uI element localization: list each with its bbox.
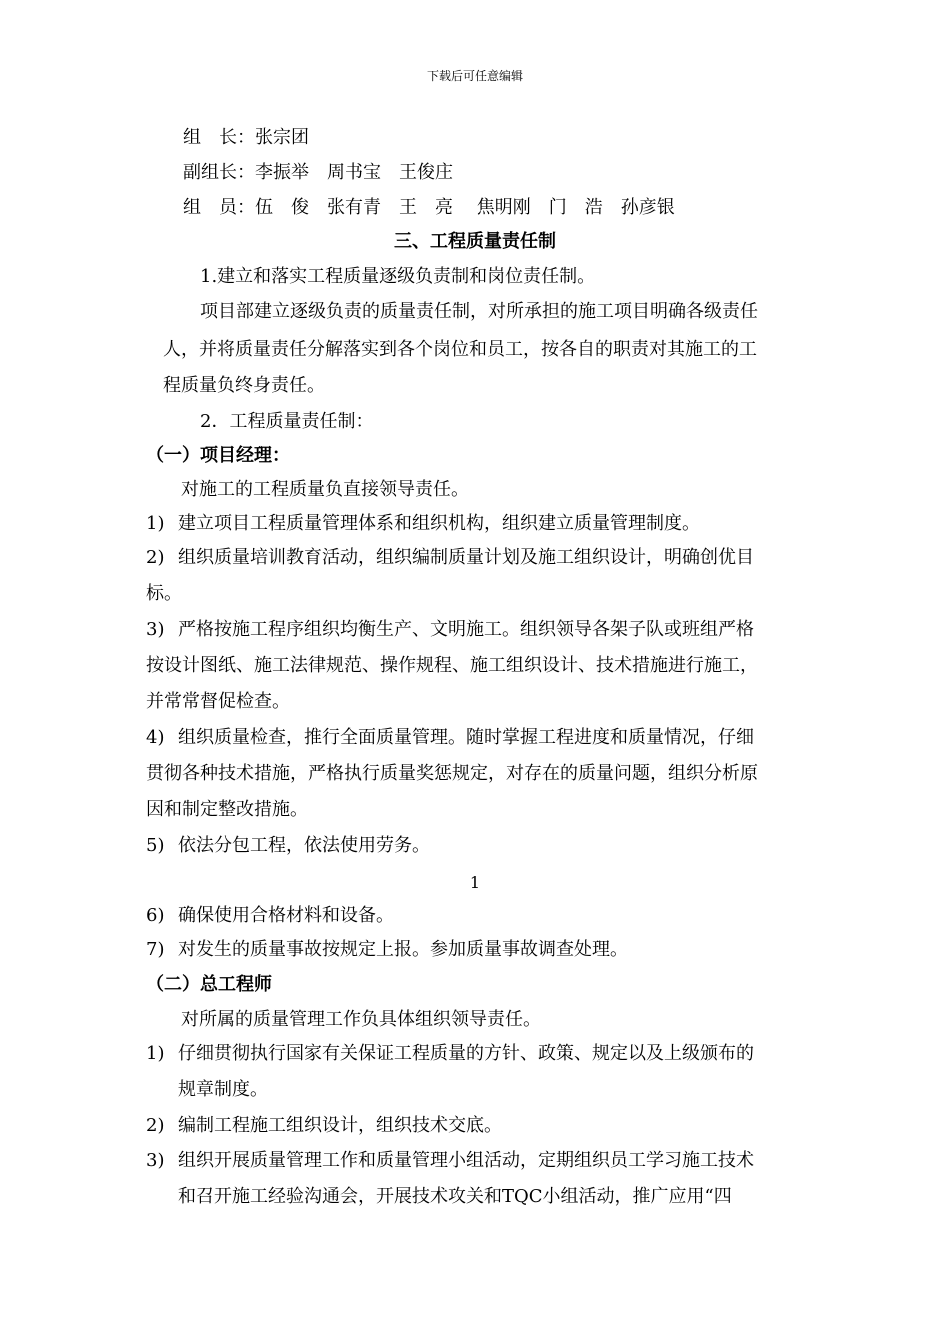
item-number: 2) (146, 1115, 165, 1136)
page-number: 1 (469, 873, 481, 892)
item-number: 2) (146, 547, 165, 568)
list-item-cont: 并常常督促检查。 (146, 691, 290, 712)
item-number: 4) (146, 727, 165, 748)
list-item-cont: 因和制定整改措施。 (146, 799, 308, 820)
team-leader-label: 组 长： (183, 127, 255, 148)
list-item-cont: 按设计图纸、施工法律规范、操作规程、施工组织设计、技术措施进行施工， (146, 655, 758, 676)
item-number: 6) (146, 905, 165, 926)
item-number: 1) (146, 1043, 165, 1064)
team-deputy-label: 副组长： (183, 162, 255, 183)
team-leader-names: 张宗团 (255, 127, 309, 148)
item1-body-line: 程质量负终身责任。 (163, 375, 325, 396)
item-text: 建立项目工程质量管理体系和组织机构，组织建立质量管理制度。 (178, 513, 700, 534)
team-deputy (183, 161, 453, 185)
item-number: 3) (146, 619, 165, 640)
item1-title: 1.建立和落实工程质量逐级负责制和岗位责任制。 (200, 266, 596, 287)
item-text: 依法分包工程，依法使用劳务。 (178, 835, 430, 856)
list-item-cont: 贯彻各种技术措施，严格执行质量奖惩规定，对存在的质量问题，组织分析原 (146, 763, 758, 784)
item2-title: 2．工程质量责任制： (200, 411, 374, 432)
item-text: 组织质量检查，推行全面质量管理。随时掌握工程进度和质量情况，仔细 (178, 727, 754, 748)
item-text: 对发生的质量事故按规定上报。参加质量事故调查处理。 (178, 939, 628, 960)
team-leader (183, 126, 309, 150)
item-text: 组织开展质量管理工作和质量管理小组活动，定期组织员工学习施工技术 (178, 1150, 754, 1171)
item-text: 仔细贯彻执行国家有关保证工程质量的方针、政策、规定以及上级颁布的 (178, 1043, 754, 1064)
team-members-names: 伍 俊 张有青 王 亮 焦明刚 门 浩 孙彦银 (255, 197, 675, 218)
page-header: 下载后可任意编辑 (426, 69, 523, 83)
section-title: 三、工程质量责任制 (394, 231, 556, 252)
item-number: 7) (146, 939, 165, 960)
list-item-cont: 标。 (146, 583, 182, 604)
item-number: 1) (146, 513, 165, 534)
item1-body-line: 项目部建立逐级负责的质量责任制，对所承担的施工项目明确各级责任 (200, 301, 758, 322)
ce-heading: （二）总工程师 (146, 974, 272, 995)
item-text: 确保使用合格材料和设备。 (178, 905, 394, 926)
item-text: 严格按施工程序组织均衡生产、文明施工。组织领导各架子队或班组严格 (178, 619, 754, 640)
list-item-cont: 规章制度。 (178, 1079, 268, 1100)
item-text: 组织质量培训教育活动，组织编制质量计划及施工组织设计，明确创优目 (178, 547, 754, 568)
item1-body-line: 人，并将质量责任分解落实到各个岗位和员工，按各自的职责对其施工的工 (163, 339, 757, 360)
item-text: 编制工程施工组织设计，组织技术交底。 (178, 1115, 502, 1136)
pm-intro: 对施工的工程质量负直接领导责任。 (181, 479, 469, 500)
team-members (183, 196, 675, 220)
list-item-cont: 和召开施工经验沟通会，开展技术攻关和TQC小组活动，推广应用“四 (178, 1186, 732, 1207)
ce-intro: 对所属的质量管理工作负具体组织领导责任。 (181, 1009, 541, 1030)
team-members-label: 组 员： (183, 197, 255, 218)
item-number: 3) (146, 1150, 165, 1171)
team-deputy-names: 李振举 周书宝 王俊庄 (255, 162, 453, 183)
pm-heading: （一）项目经理： (146, 445, 290, 466)
item-number: 5) (146, 835, 165, 856)
